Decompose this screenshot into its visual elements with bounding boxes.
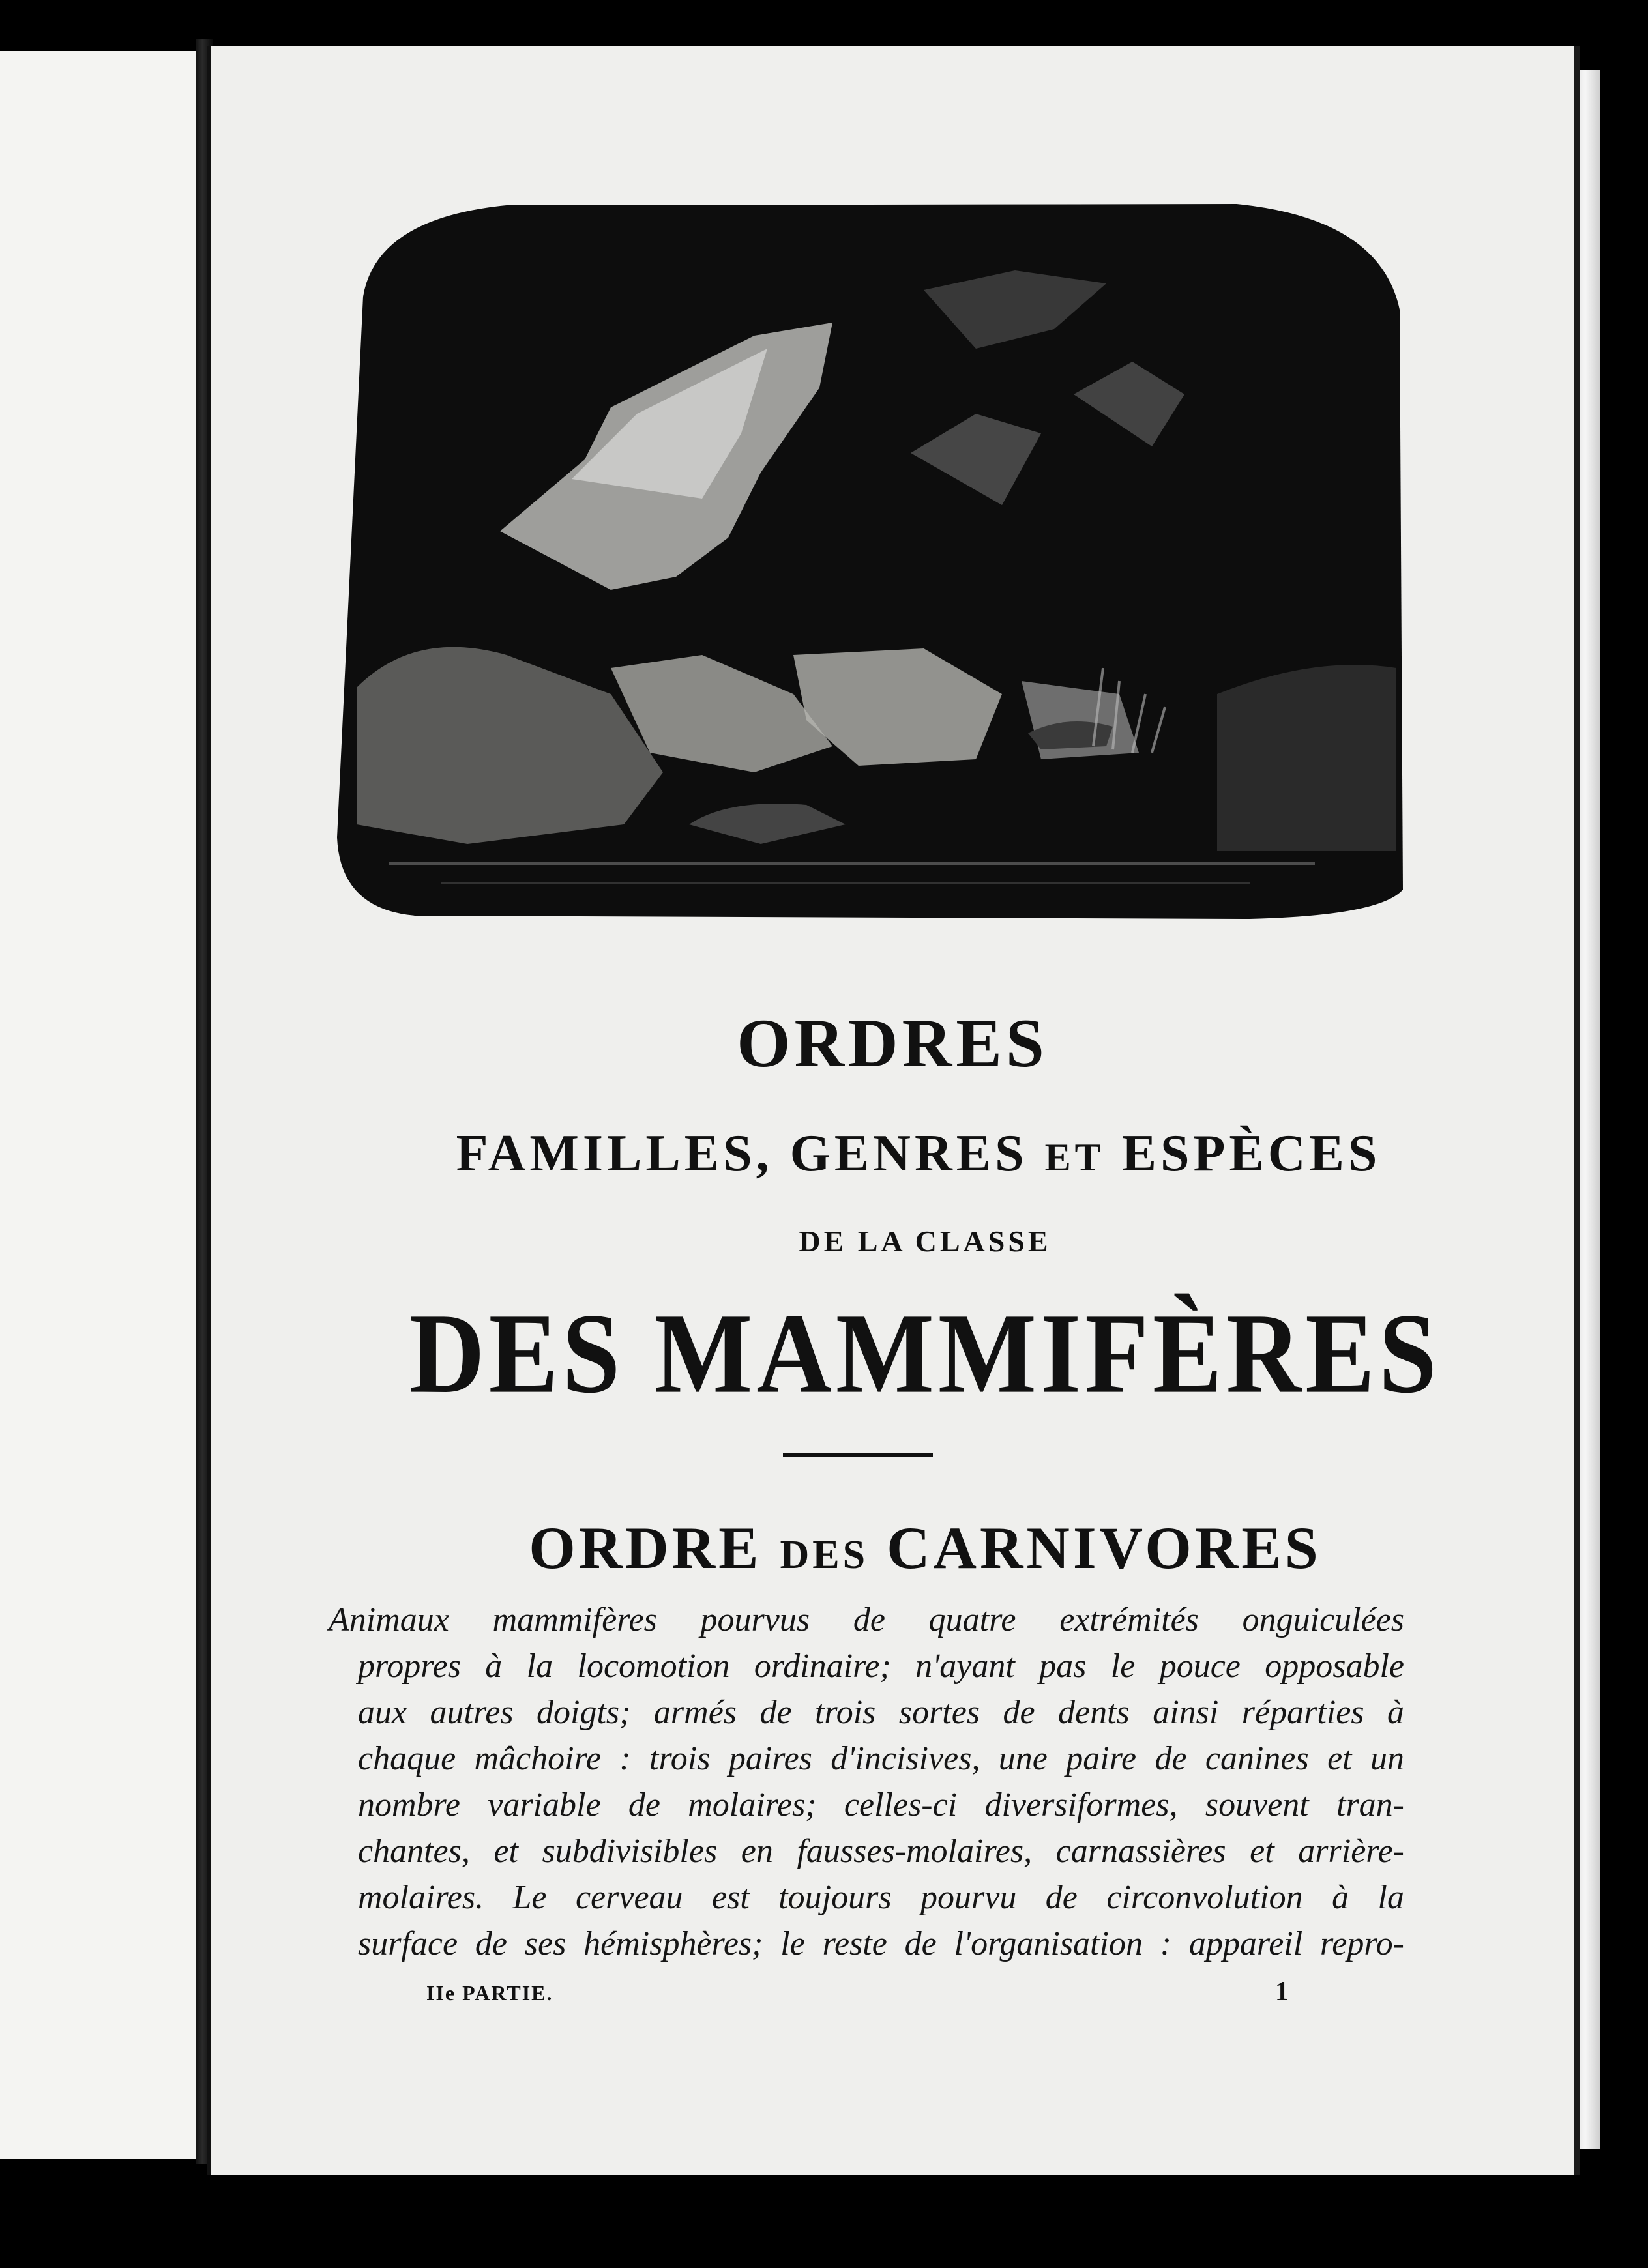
body-line: nombre variable de molaires; celles-ci diversiformes, souvent tran- — [358, 1786, 1404, 1824]
left-page-edge — [0, 51, 196, 2159]
body-line: chantes, et subdivisibles en fausses-molaires, carnassières et arrière- — [358, 1833, 1404, 1870]
book-page — [207, 46, 1580, 2175]
body-line: molaires. Le cerveau est toujours pourvu de circonvolution à la — [358, 1879, 1404, 1916]
body-paragraph — [329, 1597, 1404, 1967]
heading-mammiferes: DES MAMMIFÈRES — [409, 1289, 1441, 1418]
heading-ordre-carnivores — [244, 1513, 1606, 1582]
body-line: chaque mâchoire : trois paires d'incisives, une paire de canines et un — [358, 1740, 1404, 1777]
body-line: propres à la locomotion ordinaire; n'ayant pas le pouce opposable — [358, 1648, 1404, 1685]
heading-de-la-classe: DE LA CLASSE — [799, 1225, 1052, 1258]
heading-familles: FAMILLES, GENRES — [456, 1125, 1028, 1182]
footer-signature-number: 1 — [1275, 1977, 1289, 2007]
heading-ordres: ORDRES — [737, 1005, 1048, 1081]
heading-carnivores-word: CARNIVORES — [887, 1515, 1321, 1581]
heading-des-word: DES — [780, 1533, 869, 1577]
heading-et: ET — [1044, 1136, 1105, 1179]
heading-familles-line — [237, 1124, 1600, 1184]
heading-ordre-word: ORDRE — [529, 1515, 762, 1581]
body-line: aux autres doigts; armés de trois sortes de dents ainsi réparties à — [358, 1694, 1404, 1731]
section-divider — [783, 1453, 933, 1457]
body-line: surface de ses hémisphères; le reste de l'organisation : appareil repro- — [358, 1925, 1404, 1962]
heading-especes: ESPÈCES — [1121, 1125, 1381, 1182]
footer-part-label: IIe PARTIE. — [426, 1981, 553, 2005]
body-line: Animaux mammifères pourvus de quatre extrémités onguiculées — [329, 1601, 1404, 1638]
engraving-illustration — [337, 199, 1403, 922]
